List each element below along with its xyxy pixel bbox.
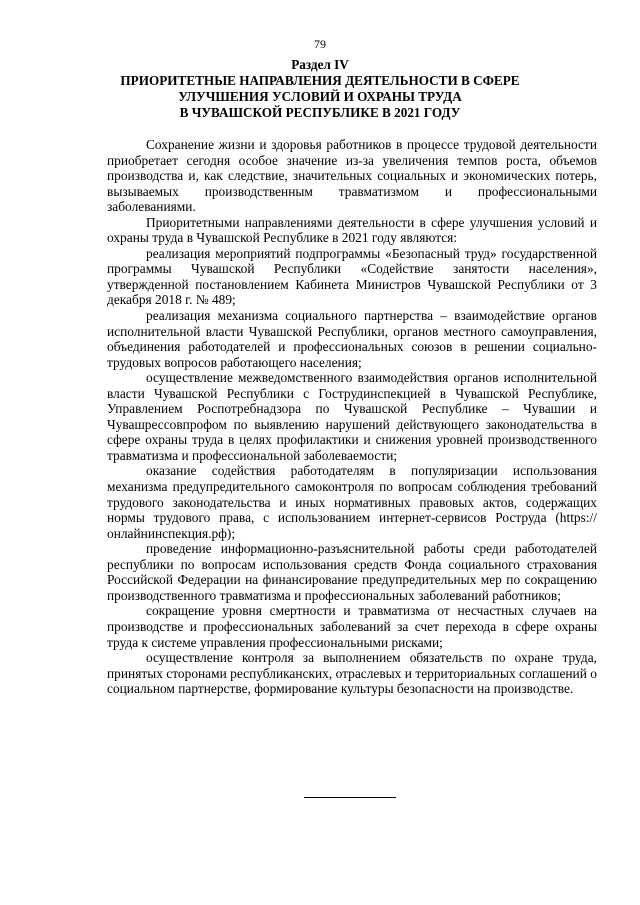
paragraph-priorities-lead: Приоритетными направлениями деятельности в сфере улучшения условий и охраны труда в Чувашской Республике в 2021 году являются: xyxy=(107,214,597,246)
body-text xyxy=(107,137,597,697)
paragraph-item: осуществление межведомственного взаимодействия органов исполнительной власти Чувашской Республики с Гострудинспекцией в Чувашской Республике, Управлением Роспотребнадзора по Чувашской Республике – Чувашии и Чувашрессовпрофом по выявлению нарушений действующего законодательства в сфере охраны труда в целях профилактики и снижения уровней производственного травматизма и профессиональной заболеваемости; xyxy=(107,370,597,463)
footer-divider xyxy=(304,797,396,798)
paragraph-item: осуществление контроля за выполнением обязательств по охране труда, принятых сторонами республиканских, отраслевых и территориальных соглашений о социальном партнерстве, формирование культуры безопасности на производстве. xyxy=(107,650,597,697)
paragraph-item: реализация механизма социального партнерства – взаимодействие органов исполнительной власти Чувашской Республики, органов местного самоуправления, объединения работодателей и профессиональных союзов в решении социально-трудовых вопросов работающего населения; xyxy=(107,308,597,370)
section-label: Раздел IV xyxy=(291,57,349,72)
paragraph-item: сокращение уровня смертности и травматизма от несчастных случаев на производстве и профессиональных заболеваний за счет перехода в сфере охраны труда к системе управления профессиональными рисками; xyxy=(107,603,597,650)
section-title xyxy=(60,73,580,121)
page-number: 79 xyxy=(314,37,326,51)
paragraph-item: реализация мероприятий подпрограммы «Безопасный труд» государственной программы Чувашской Республики «Содействие занятости населения», утвержденной постановлением Кабинета Министров Чувашской Республики от 3 декабря 2018 г. № 489; xyxy=(107,245,597,308)
title-line: В ЧУВАШСКОЙ РЕСПУБЛИКЕ В 2021 ГОДУ xyxy=(179,105,461,120)
title-line: УЛУЧШЕНИЯ УСЛОВИЙ И ОХРАНЫ ТРУДА xyxy=(178,89,462,104)
paragraph-item: проведение информационно-разъяснительной работы среди работодателей республики по вопросам использования средств Фонда социального страхования Российской Федерации на финансирование предупредительных мер по сокращению производственного травматизма и профессиональных заболеваний работников; xyxy=(107,541,597,603)
title-line: ПРИОРИТЕТНЫЕ НАПРАВЛЕНИЯ ДЕЯТЕЛЬНОСТИ В СФЕРЕ xyxy=(120,73,520,88)
paragraph-item: оказание содействия работодателям в популяризации использования механизма предупредительного самоконтроля по вопросам соблюдения требований трудового законодательства и иных нормативных правовых актов, содержащих нормы трудового права, с использованием интернет-сервисов Роструда (https://онлайнинспекция.рф); xyxy=(107,463,597,541)
paragraph-intro: Сохранение жизни и здоровья работников в процессе трудовой деятельности приобретает сегодня особое значение из-за увеличения темпов роста, объемов производства и, как следствие, значительных социальных и экономических потерь, вызываемых производственным травматизмом и профессиональными заболеваниями. xyxy=(107,137,597,215)
